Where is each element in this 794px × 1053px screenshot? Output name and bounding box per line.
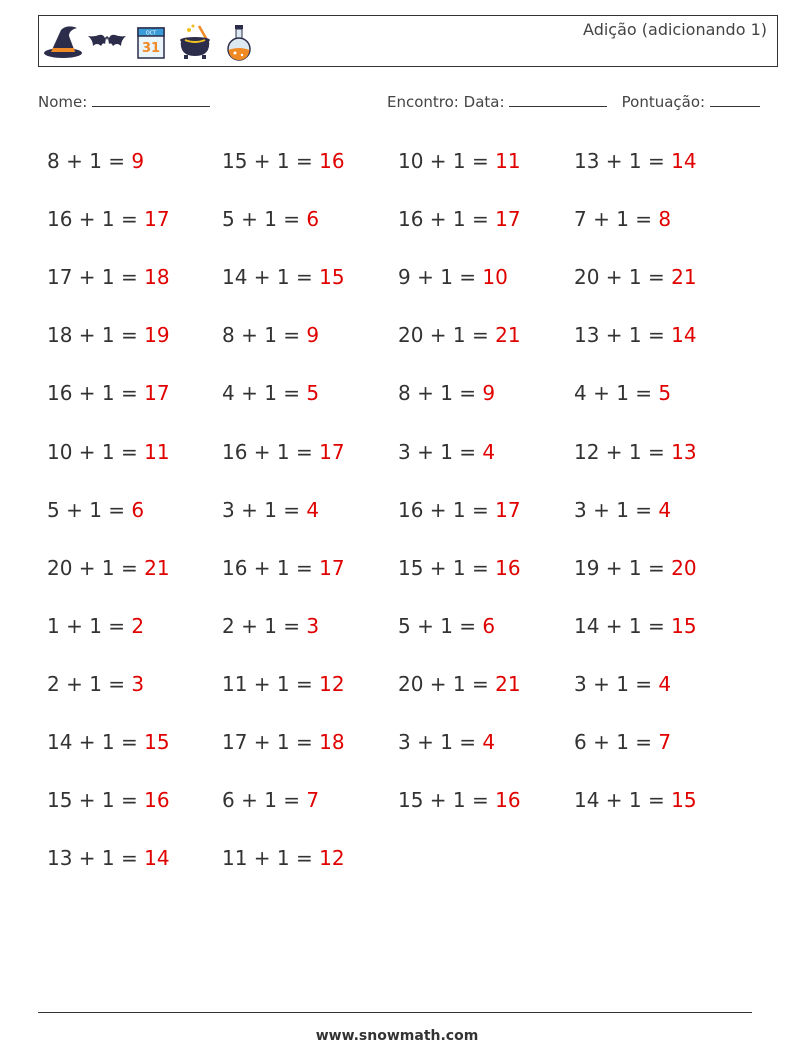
problem-answer: 7 bbox=[306, 788, 320, 813]
problem-answer: 9 bbox=[482, 381, 496, 406]
header-box bbox=[38, 15, 778, 67]
problem-answer: 16 bbox=[144, 788, 170, 813]
problem-question: 16 + 1 = bbox=[47, 381, 145, 406]
problem-question: 14 + 1 = bbox=[47, 730, 145, 754]
problem-item bbox=[398, 381, 495, 405]
problem-item bbox=[574, 207, 671, 231]
problem-item bbox=[47, 672, 144, 696]
problem-answer: 19 bbox=[144, 323, 170, 348]
problem-question: 20 + 1 = bbox=[398, 323, 496, 348]
problem-row bbox=[47, 137, 767, 195]
problem-question: 12 + 1 = bbox=[574, 439, 672, 464]
problem-question: 2 + 1 = bbox=[222, 613, 307, 638]
name-label: Nome: bbox=[38, 93, 88, 111]
problem-item bbox=[398, 672, 521, 696]
problem-item bbox=[222, 614, 319, 638]
problem-item bbox=[574, 149, 697, 173]
problem-item bbox=[47, 614, 144, 638]
problem-row bbox=[47, 253, 767, 311]
problem-item bbox=[222, 788, 319, 812]
problem-row bbox=[47, 311, 767, 369]
problem-row bbox=[47, 428, 767, 486]
problem-item bbox=[47, 440, 170, 464]
icon-strip bbox=[43, 20, 259, 64]
problem-question: 5 + 1 = bbox=[47, 497, 132, 522]
problem-item bbox=[574, 788, 697, 812]
meeting-label: Encontro: bbox=[387, 93, 459, 111]
problem-question: 10 + 1 = bbox=[398, 149, 496, 173]
problem-question: 15 + 1 = bbox=[222, 149, 320, 173]
problem-question: 11 + 1 = bbox=[222, 671, 320, 696]
date-label: Data: bbox=[463, 93, 505, 111]
problem-row bbox=[47, 195, 767, 253]
problem-item bbox=[47, 498, 144, 522]
problem-answer: 3 bbox=[131, 671, 145, 696]
calendar-month-text: OCT bbox=[145, 30, 157, 37]
problem-question: 20 + 1 = bbox=[398, 671, 496, 696]
problem-item bbox=[574, 498, 671, 522]
problem-question: 11 + 1 = bbox=[222, 846, 320, 871]
problem-row bbox=[47, 369, 767, 427]
problem-question: 18 + 1 = bbox=[47, 323, 145, 348]
problem-answer: 9 bbox=[131, 149, 145, 173]
problem-answer: 17 bbox=[144, 207, 170, 232]
problem-answer: 16 bbox=[495, 555, 521, 580]
cauldron-icon bbox=[175, 22, 215, 62]
problem-answer: 16 bbox=[319, 149, 345, 173]
problem-answer: 2 bbox=[131, 613, 145, 638]
problem-item bbox=[47, 265, 170, 289]
problem-item bbox=[398, 614, 495, 638]
problem-answer: 12 bbox=[319, 671, 345, 696]
problem-item bbox=[47, 730, 170, 754]
problem-question: 8 + 1 = bbox=[398, 381, 483, 406]
problem-answer: 11 bbox=[144, 439, 170, 464]
score-label: Pontuação: bbox=[621, 93, 706, 111]
problem-answer: 15 bbox=[319, 265, 345, 290]
witch-hat-icon bbox=[43, 22, 83, 62]
problem-item bbox=[222, 672, 345, 696]
problem-answer: 21 bbox=[495, 671, 521, 696]
problem-answer: 8 bbox=[658, 207, 672, 232]
problem-item bbox=[398, 440, 495, 464]
footer-url: www.snowmath.com bbox=[315, 1028, 479, 1044]
problem-answer: 17 bbox=[319, 439, 345, 464]
problem-item bbox=[398, 323, 521, 347]
problem-answer: 15 bbox=[671, 613, 697, 638]
problem-answer: 18 bbox=[319, 730, 345, 754]
problem-answer: 11 bbox=[495, 149, 521, 173]
worksheet-title: Adição (adicionando 1) bbox=[583, 20, 767, 39]
problem-row bbox=[47, 544, 767, 602]
problem-item bbox=[222, 556, 345, 580]
problem-item bbox=[398, 207, 521, 231]
problem-question: 13 + 1 = bbox=[574, 323, 672, 348]
problem-item bbox=[47, 381, 170, 405]
problem-answer: 15 bbox=[671, 788, 697, 813]
problem-answer: 17 bbox=[495, 207, 521, 232]
problem-answer: 21 bbox=[495, 323, 521, 348]
problem-question: 5 + 1 = bbox=[222, 207, 307, 232]
problem-question: 15 + 1 = bbox=[398, 555, 496, 580]
problem-question: 3 + 1 = bbox=[398, 730, 483, 754]
problem-question: 5 + 1 = bbox=[398, 613, 483, 638]
problem-question: 15 + 1 = bbox=[47, 788, 145, 813]
problem-answer: 3 bbox=[306, 613, 320, 638]
problem-question: 20 + 1 = bbox=[574, 265, 672, 290]
problem-answer: 6 bbox=[306, 207, 320, 232]
problem-item bbox=[574, 323, 697, 347]
problem-answer: 14 bbox=[671, 149, 697, 173]
problem-question: 6 + 1 = bbox=[222, 788, 307, 813]
problem-answer: 17 bbox=[144, 381, 170, 406]
problem-question: 13 + 1 = bbox=[47, 846, 145, 871]
problem-question: 16 + 1 = bbox=[398, 207, 496, 232]
problem-item bbox=[47, 149, 144, 173]
problem-item bbox=[222, 498, 319, 522]
problem-item bbox=[222, 381, 319, 405]
problem-row bbox=[47, 718, 767, 776]
problem-question: 16 + 1 = bbox=[398, 497, 496, 522]
problem-answer: 4 bbox=[482, 439, 496, 464]
problem-question: 9 + 1 = bbox=[398, 265, 483, 290]
problem-question: 4 + 1 = bbox=[222, 381, 307, 406]
footer-divider bbox=[38, 1012, 752, 1013]
problem-item bbox=[222, 323, 319, 347]
problem-question: 16 + 1 = bbox=[47, 207, 145, 232]
problem-row bbox=[47, 834, 767, 892]
score-blank[interactable] bbox=[710, 92, 760, 107]
calendar-day-text: 31 bbox=[141, 41, 161, 56]
problem-row bbox=[47, 660, 767, 718]
problem-item bbox=[398, 265, 508, 289]
bat-icon bbox=[87, 22, 127, 62]
problem-question: 3 + 1 = bbox=[574, 671, 659, 696]
name-blank[interactable] bbox=[92, 92, 210, 107]
problem-question: 3 + 1 = bbox=[398, 439, 483, 464]
potion-icon bbox=[219, 22, 259, 62]
problem-answer: 20 bbox=[671, 555, 697, 580]
problem-question: 16 + 1 = bbox=[222, 555, 320, 580]
problem-item bbox=[47, 846, 170, 870]
problem-question: 10 + 1 = bbox=[47, 439, 145, 464]
problem-answer: 5 bbox=[658, 381, 672, 406]
problem-item bbox=[222, 846, 345, 870]
problem-answer: 10 bbox=[482, 265, 508, 290]
problem-answer: 21 bbox=[144, 555, 170, 580]
problem-item bbox=[398, 498, 521, 522]
problem-question: 15 + 1 = bbox=[398, 788, 496, 813]
problem-question: 14 + 1 = bbox=[574, 613, 672, 638]
problem-answer: 4 bbox=[658, 671, 672, 696]
problem-question: 8 + 1 = bbox=[222, 323, 307, 348]
problem-answer: 9 bbox=[306, 323, 320, 348]
problem-answer: 17 bbox=[319, 555, 345, 580]
problem-answer: 21 bbox=[671, 265, 697, 290]
problem-item bbox=[574, 730, 671, 754]
problem-item bbox=[398, 788, 521, 812]
problem-answer: 18 bbox=[144, 265, 170, 290]
problem-question: 8 + 1 = bbox=[47, 149, 132, 173]
problem-answer: 17 bbox=[495, 497, 521, 522]
problem-answer: 15 bbox=[144, 730, 170, 754]
problem-question: 4 + 1 = bbox=[574, 381, 659, 406]
problem-item bbox=[47, 323, 170, 347]
problem-item bbox=[574, 265, 697, 289]
problem-item bbox=[574, 672, 671, 696]
problem-answer: 13 bbox=[671, 439, 697, 464]
problem-row bbox=[47, 776, 767, 834]
problem-answer: 12 bbox=[319, 846, 345, 871]
problem-item bbox=[398, 556, 521, 580]
problem-item bbox=[574, 556, 697, 580]
problem-item bbox=[222, 265, 345, 289]
problem-answer: 4 bbox=[658, 497, 672, 522]
problem-row bbox=[47, 602, 767, 660]
problem-answer: 4 bbox=[306, 497, 320, 522]
problem-item bbox=[222, 440, 345, 464]
problem-question: 6 + 1 = bbox=[574, 730, 659, 754]
problem-question: 7 + 1 = bbox=[574, 207, 659, 232]
problem-answer: 14 bbox=[671, 323, 697, 348]
problem-question: 2 + 1 = bbox=[47, 671, 132, 696]
problem-item bbox=[222, 730, 345, 754]
problem-answer: 7 bbox=[658, 730, 672, 754]
problem-row bbox=[47, 486, 767, 544]
problem-question: 20 + 1 = bbox=[47, 555, 145, 580]
problem-question: 17 + 1 = bbox=[47, 265, 145, 290]
problem-question: 1 + 1 = bbox=[47, 613, 132, 638]
problem-item bbox=[574, 440, 697, 464]
problem-item bbox=[398, 149, 521, 173]
problem-question: 19 + 1 = bbox=[574, 555, 672, 580]
problem-question: 16 + 1 = bbox=[222, 439, 320, 464]
calendar-icon bbox=[131, 22, 171, 62]
meeting-date-field bbox=[387, 92, 760, 111]
name-field bbox=[38, 92, 210, 111]
problem-question: 3 + 1 = bbox=[222, 497, 307, 522]
problem-answer: 14 bbox=[144, 846, 170, 871]
problem-item bbox=[222, 207, 319, 231]
problem-question: 13 + 1 = bbox=[574, 149, 672, 173]
problem-answer: 6 bbox=[482, 613, 496, 638]
problem-question: 17 + 1 = bbox=[222, 730, 320, 754]
problem-item bbox=[47, 788, 170, 812]
problem-question: 3 + 1 = bbox=[574, 497, 659, 522]
problem-answer: 5 bbox=[306, 381, 320, 406]
problem-item bbox=[222, 149, 345, 173]
problem-answer: 6 bbox=[131, 497, 145, 522]
problem-item bbox=[47, 556, 170, 580]
problem-item bbox=[398, 730, 495, 754]
problem-question: 14 + 1 = bbox=[222, 265, 320, 290]
problem-item bbox=[574, 614, 697, 638]
problem-item bbox=[47, 207, 170, 231]
date-blank[interactable] bbox=[509, 92, 607, 107]
problem-item bbox=[574, 381, 671, 405]
problem-answer: 16 bbox=[495, 788, 521, 813]
problem-question: 14 + 1 = bbox=[574, 788, 672, 813]
problem-answer: 4 bbox=[482, 730, 496, 754]
